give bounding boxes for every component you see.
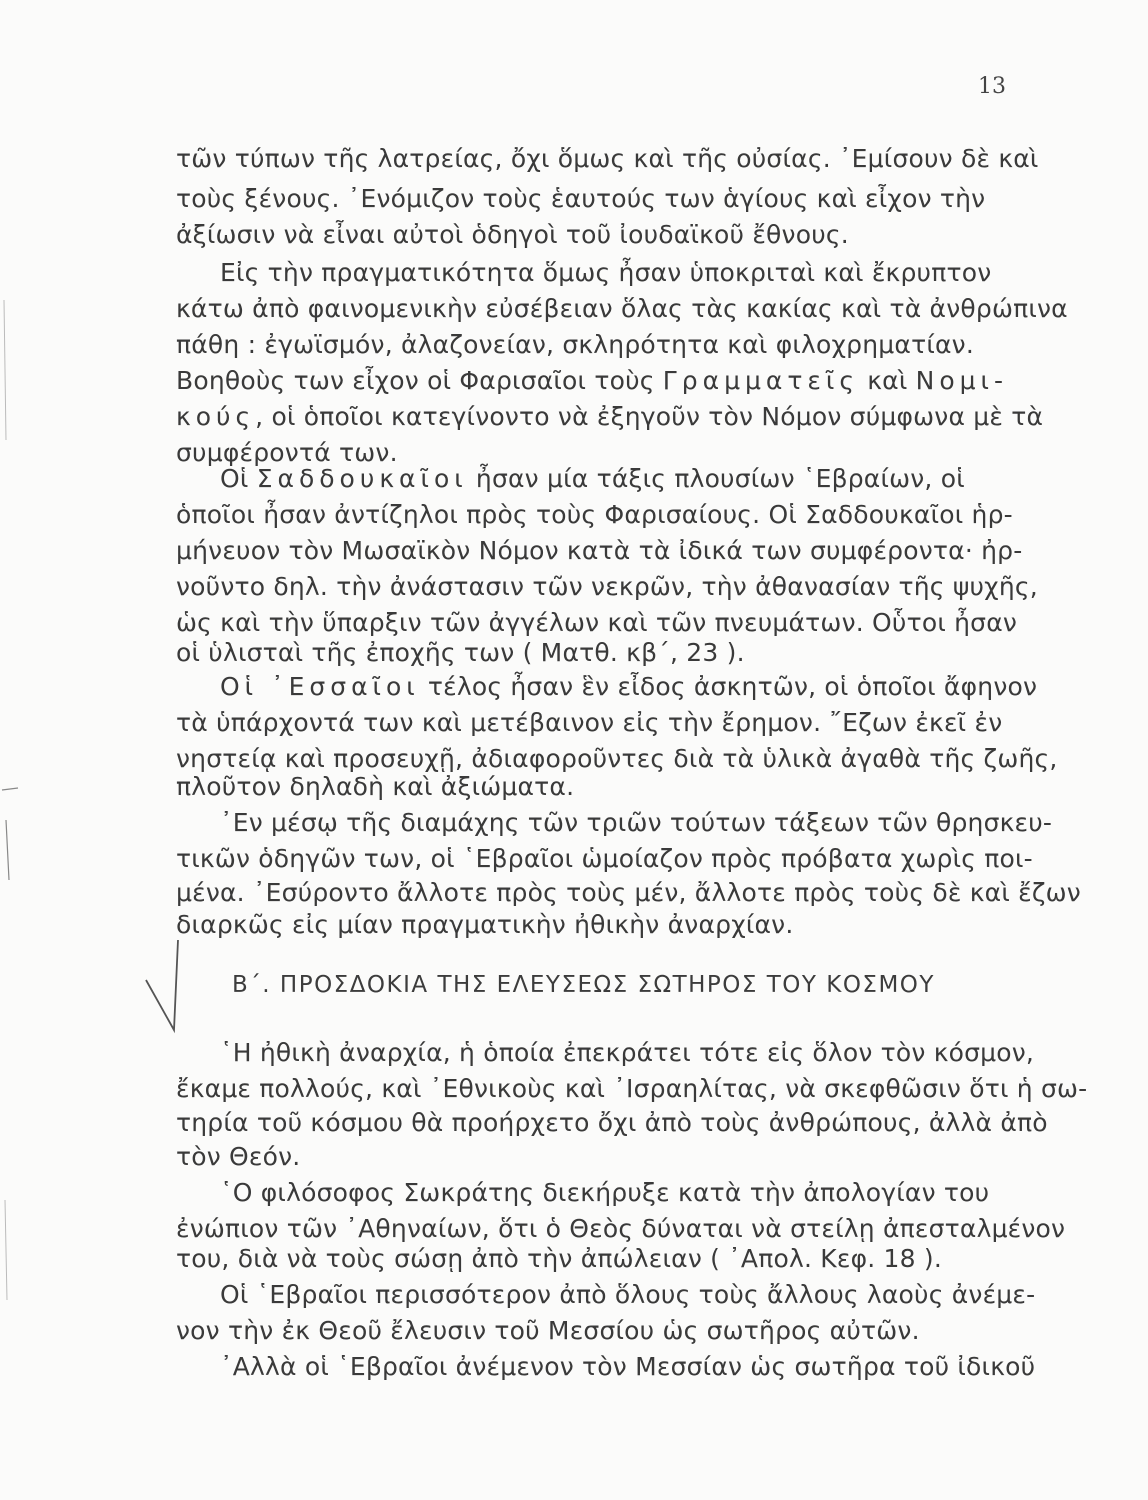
text-line: τοὺς ξένους. ᾿Ενόμιζον τοὺς ἑαυτούς των ἁγίους καὶ εἶχον τὴν	[176, 184, 986, 213]
term-sadducees: Σαδδουκαῖοι	[256, 464, 468, 493]
text-fragment: ἦσαν μία τάξις πλουσίων ῾Εβραίων, οἱ	[467, 464, 965, 493]
section-heading: Β΄. ΠΡΟΣΔΟΚΙΑ ΤΗΣ ΕΛΕΥΣΕΩΣ ΣΩΤΗΡΟΣ ΤΟΥ ΚΟΣΜΟΥ	[232, 972, 935, 998]
text-fragment: καὶ	[859, 366, 916, 395]
text-line	[176, 363, 1021, 399]
text-line: μένα. ᾿Εσύροντο ἄλλοτε πρὸς τοὺς μέν, ἄλλοτε πρὸς τοὺς δὲ καὶ ἔζων	[176, 878, 1081, 907]
text-line: νηστείᾳ καὶ προσευχῇ, ἀδιαφοροῦντες διὰ τὰ ὑλικὰ ἀγαθὰ τῆς ζωῆς,	[176, 744, 1058, 773]
text-line: τὸν Θεόν.	[176, 1142, 301, 1171]
text-line: πάθη : ἐγωϊσμόν, ἀλαζονείαν, σκληρότητα καὶ φιλοχρηματίαν.	[176, 330, 974, 359]
page-number: 13	[978, 74, 1006, 99]
text-line: διαρκῶς εἰς μίαν πραγματικὴν ἠθικὴν ἀναρχίαν.	[176, 910, 794, 939]
scan-edge-mark-icon	[0, 760, 24, 880]
text-fragment: Οἱ	[220, 464, 257, 493]
text-line: Οἱ ῾Εβραῖοι περισσότερον ἀπὸ ὅλους τοὺς ἄλλους λαοὺς ἀνέμε-	[220, 1280, 1036, 1309]
text-line: τῶν τύπων τῆς λατρείας, ὄχι ὅμως καὶ τῆς οὐσίας. ᾿Εμίσουν δὲ καὶ	[176, 144, 1039, 173]
text-line: κάτω ἀπὸ φαινομενικὴν εὐσέβειαν ὅλας τὰς κακίας καὶ τὰ ἀνθρώπινα	[176, 294, 1068, 323]
text-line: ὁποῖοι ἦσαν ἀντίζηλοι πρὸς τοὺς Φαρισαίους. Οἱ Σαδδουκαῖοι ἡρ-	[176, 500, 1013, 529]
margin-check-mark-icon	[140, 940, 200, 1050]
text-line: ἀξίωσιν νὰ εἶναι αὐτοὶ ὁδηγοὶ τοῦ ἰουδαϊκοῦ ἔθνους.	[176, 220, 849, 249]
text-line: τὰ ὑπάρχοντά των καὶ μετέβαινον εἰς τὴν ἔρημον. ῎Εζων ἐκεῖ ἐν	[176, 708, 1003, 737]
scan-edge-mark-icon	[0, 1200, 12, 1300]
text-line: ῾Ο φιλόσοφος Σωκράτης διεκήρυξε κατὰ τὴν ἀπολογίαν του	[220, 1178, 990, 1207]
term-grammateis: Γραμματεῖς	[662, 366, 860, 395]
text-line: μήνευον τὸν Μωσαϊκὸν Νόμον κατὰ τὰ ἰδικά των συμφέροντα· ἠρ-	[176, 536, 1023, 565]
term-essenes: Οἱ ᾿Εσσαῖοι	[220, 672, 420, 701]
text-line: τηρία τοῦ κόσμου θὰ προήρχετο ὄχι ἀπὸ τοὺς ἀνθρώπους, ἀλλὰ ἀπὸ	[176, 1108, 1048, 1137]
text-line	[220, 669, 1065, 705]
text-fragment: Βοηθοὺς των εἶχον οἱ Φαρισαῖοι τοὺς	[176, 366, 663, 395]
scan-edge-mark-icon	[0, 300, 12, 440]
text-line: ἔκαμε πολλούς, καὶ ᾿Εθνικοὺς καὶ ᾿Ισραηλίτας, νὰ σκεφθῶσιν ὅτι ἡ σω-	[176, 1074, 1088, 1103]
text-line	[176, 399, 1044, 435]
text-line: ὡς καὶ τὴν ὕπαρξιν τῶν ἀγγέλων καὶ τῶν πνευμάτων. Οὗτοι ἦσαν	[176, 608, 1018, 637]
text-line: του, διὰ νὰ τοὺς σώσῃ ἀπὸ τὴν ἀπώλειαν ( ᾿Απολ. Κεφ. 18 ).	[176, 1244, 943, 1273]
text-line: ᾿Αλλὰ οἱ ῾Εβραῖοι ἀνέμενον τὸν Μεσσίαν ὡς σωτῆρα τοῦ ἰδικοῦ	[220, 1352, 1036, 1381]
term-nomikous-end: κούς	[176, 402, 256, 431]
text-line: ἐνώπιον τῶν ᾿Αθηναίων, ὅτι ὁ Θεὸς δύναται νὰ στείλῃ ἀπεσταλμένον	[176, 1214, 1066, 1243]
text-line: πλοῦτον δηλαδὴ καὶ ἀξιώματα.	[176, 772, 575, 801]
text-line: ᾿Εν μέσῳ τῆς διαμάχης τῶν τριῶν τούτων τάξεων τῶν θρησκευ-	[220, 808, 1053, 837]
text-line: οἱ ὑλισταὶ τῆς ἐποχῆς των ( Ματθ. κβ΄, 23 ).	[176, 638, 745, 667]
text-fragment: , οἱ ὁποῖοι κατεγίνοντο νὰ ἐξηγοῦν τὸν Νόμον σύμφωνα μὲ τὰ	[255, 402, 1044, 431]
text-line: τικῶν ὁδηγῶν των, οἱ ῾Εβραῖοι ὡμοίαζον πρὸς πρόβατα χωρὶς ποι-	[176, 844, 1033, 873]
term-nomikous-start: Νομι-	[915, 366, 1009, 395]
text-line: νοῦντο δηλ. τὴν ἀνάστασιν τῶν νεκρῶν, τὴν ἀθανασίαν τῆς ψυχῆς,	[176, 572, 1038, 601]
text-line	[220, 461, 1065, 497]
text-line: ῾Η ἠθικὴ ἀναρχία, ἡ ὁποία ἐπεκράτει τότε εἰς ὅλον τὸν κόσμον,	[220, 1038, 1035, 1067]
text-fragment: τέλος ἦσαν ἓν εἶδος ἀσκητῶν, οἱ ὁποῖοι ἄφηνον	[419, 672, 1038, 701]
text-line: νον τὴν ἐκ Θεοῦ ἔλευσιν τοῦ Μεσσίου ὡς σωτῆρος αὐτῶν.	[176, 1316, 920, 1345]
text-line: συμφέροντά των.	[176, 438, 398, 467]
text-line: Εἰς τὴν πραγματικότητα ὅμως ἦσαν ὑποκριταὶ καὶ ἔκρυπτον	[220, 258, 992, 287]
